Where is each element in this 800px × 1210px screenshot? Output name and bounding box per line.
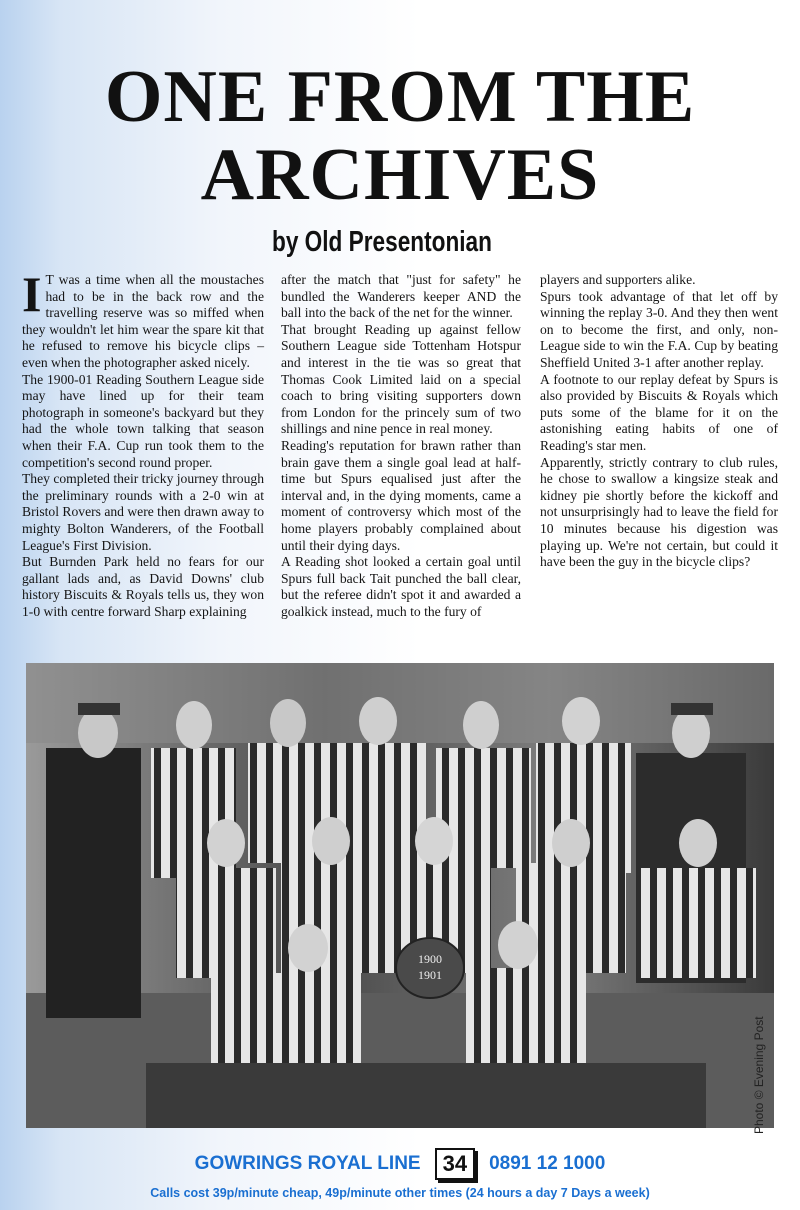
ball-year-2: 1901 — [418, 968, 442, 982]
ball-year-1: 1900 — [418, 952, 442, 966]
headline-line-1: ONE FROM THE — [104, 56, 696, 138]
article-column-2 — [281, 272, 521, 620]
headline — [0, 58, 800, 214]
paragraph: after the match that "just for safety" he bundled the Wanderers keeper AND the ball into the back of the net for the winner. — [281, 272, 521, 321]
photo-credit: Photo © Evening Post — [752, 1016, 766, 1134]
calls-cost-note: Calls cost 39p/minute cheap, 49p/minute other times (24 hours a day 7 Days a week) — [150, 1186, 650, 1200]
page-number: 34 — [435, 1148, 475, 1180]
paragraph: That brought Reading up against fellow Southern League side Tottenham Hotspur and interest in the tie was so great that Thomas Cook Limited laid on a special coach to bring visiting supporters down from London for the princely sum of two shillings and nine pence in real money. — [281, 321, 521, 437]
byline: by Old Presentonian — [272, 226, 492, 258]
drop-cap: I — [22, 266, 42, 322]
footer — [0, 1148, 800, 1200]
headline-line-2: ARCHIVES — [200, 134, 600, 216]
article-column-3 — [540, 272, 778, 571]
paragraph: Reading's reputation for brawn rather than brain gave them a single goal lead at half-time but Spurs equalised just after the interval and, in the dying moments, came a moment of controversy which most of the home players probably complained about until their dying days. — [281, 437, 521, 553]
paragraph: players and supporters alike. — [540, 272, 696, 287]
line-name: GOWRINGS ROYAL LINE — [194, 1153, 421, 1174]
team-photo-illustration — [26, 663, 774, 1128]
paragraph: A footnote to our replay defeat by Spurs is also provided by Biscuits & Royals which puts some of the blame for it on the astonishing eating habits of one of Reading's star men. — [540, 371, 778, 453]
paragraph: The 1900-01 Reading Southern League side may have lined up for their team photograph in someone's backyard but they had the whole town talking that season when their F.A. Cup run took them to the competition's second round proper. — [22, 371, 264, 470]
paragraph: Spurs took advantage of that let off by winning the replay 3-0. And they then went on to become the first, and only, non-League side to win the F.A. Cup by beating Sheffield United 3-1 after another replay. — [540, 288, 778, 370]
paragraph: I T was a time when all the moustaches had to be in the back row and the travelling reserve was so miffed when they wouldn't let him wear the spare kit that he refused to remove his bicycle clips – even when the photographer asked nicely. — [22, 266, 264, 370]
paragraph: But Burnden Park held no fears for our gallant lads and, as David Downs' club history Biscuits & Royals tells us, they won 1-0 with centre forward Sharp explaining — [22, 554, 264, 619]
article-column-1 — [22, 266, 264, 620]
phone-number: 0891 12 1000 — [489, 1153, 606, 1174]
paragraph: A Reading shot looked a certain goal until Spurs full back Tait punched the ball clear, but the referee didn't spot it and awarded a goalkick instead, much to the fury of — [281, 554, 521, 619]
paragraph: Apparently, strictly contrary to club rules, he chose to swallow a kingsize steak and kidney pie shortly before the kickoff and not unsurprisingly had to leave the field for 10 minutes because his digestion was playing up. We're not certain, but could it have been the guy in the bicycle clips? — [540, 454, 778, 570]
team-photograph — [26, 663, 774, 1128]
paragraph: They completed their tricky journey through the preliminary rounds with a 2-0 win at Bristol Rovers and were then drawn away to mighty Bolton Wanderers, of the Football League's First Division. — [22, 471, 264, 553]
